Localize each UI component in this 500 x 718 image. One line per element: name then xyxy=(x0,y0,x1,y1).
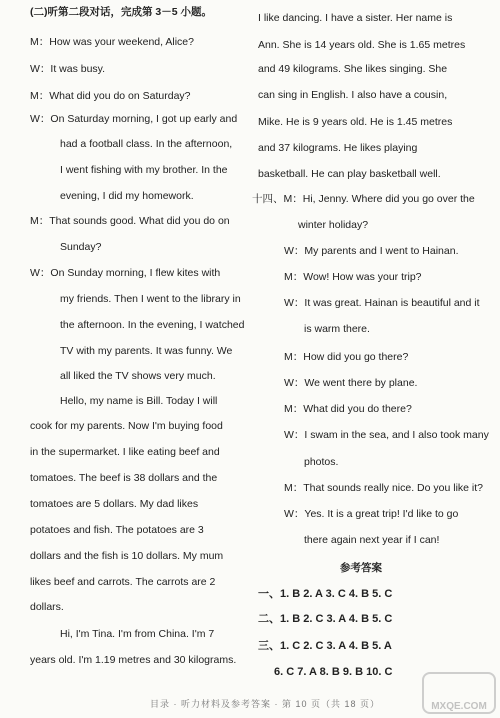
passage-line: years old. I'm 1.19 metres and 30 kilograms. xyxy=(30,654,237,666)
passage-line: Ann. She is 14 years old. She is 1.65 metres xyxy=(258,39,466,51)
answer-row: 一、1. B 2. A 3. C 4. B 5. C xyxy=(258,588,393,600)
passage-line: I like dancing. I have a sister. Her name is xyxy=(258,12,453,24)
dialogue-line: M：That sounds really nice. Do you like it? xyxy=(284,482,484,494)
dialogue-line: winter holiday? xyxy=(298,219,369,231)
section-heading: (二)听第二段对话，完成第 3－5 小题。 xyxy=(30,6,213,18)
passage-line: tomatoes. The beef is 38 dollars and the xyxy=(30,472,218,484)
passage-line: dollars. xyxy=(30,601,64,613)
dialogue-line: the afternoon. In the evening, I watched xyxy=(60,319,245,331)
dialogue-line: TV with my parents. It was funny. We xyxy=(60,345,233,357)
passage-line: basketball. He can play basketball well. xyxy=(258,168,441,180)
dialogue-line: my friends. Then I went to the library in xyxy=(60,293,241,305)
dialogue-line: W：It was busy. xyxy=(30,63,106,75)
dialogue-line: had a football class. In the afternoon, xyxy=(60,138,233,150)
passage-line: likes beef and carrots. The carrots are 2 xyxy=(30,576,216,588)
passage-line: in the supermarket. I like eating beef and xyxy=(30,446,220,458)
dialogue-line: is warm there. xyxy=(304,323,370,335)
dialogue-line: I went fishing with my brother. In the xyxy=(60,164,228,176)
passage-line: and 37 kilograms. He likes playing xyxy=(258,142,418,154)
dialogue-line: W：We went there by plane. xyxy=(284,377,418,389)
passage-line: Hello, my name is Bill. Today I will xyxy=(60,395,218,407)
answer-row: 三、1. C 2. C 3. A 4. B 5. A xyxy=(258,640,392,652)
dialogue-line: W：It was great. Hainan is beautiful and it xyxy=(284,297,480,309)
passage-line: Mike. He is 9 years old. He is 1.45 metres xyxy=(258,116,453,128)
answer-row: 6. C 7. A 8. B 9. B 10. C xyxy=(274,666,393,678)
dialogue-line: W：Yes. It is a great trip! I'd like to go xyxy=(284,508,459,520)
passage-line: tomatoes are 5 dollars. My dad likes xyxy=(30,498,199,510)
dialogue-line: there again next year if I can! xyxy=(304,534,440,546)
dialogue-line: W：I swam in the sea, and I also took many xyxy=(284,429,489,441)
passage-line: cook for my parents. Now I'm buying food xyxy=(30,420,223,432)
dialogue-line: evening, I did my homework. xyxy=(60,190,194,202)
dialogue-line: M：What did you do on Saturday? xyxy=(30,90,191,102)
dialogue-line: M：Wow! How was your trip? xyxy=(284,271,422,283)
dialogue-line: W：On Sunday morning, I flew kites with xyxy=(30,267,221,279)
answer-title: 参考答案 xyxy=(340,562,382,574)
dialogue-line: Sunday? xyxy=(60,241,102,253)
dialogue-line: photos. xyxy=(304,456,339,468)
dialogue-line: W：On Saturday morning, I got up early and xyxy=(30,113,238,125)
passage-line: can sing in English. I also have a cousin, xyxy=(258,89,448,101)
dialogue-line: 十四、M：Hi, Jenny. Where did you go over the xyxy=(252,193,475,205)
page-footer: 目录 · 听力材料及参考答案 · 第 10 页（共 18 页） xyxy=(150,699,381,709)
dialogue-line: all liked the TV shows very much. xyxy=(60,370,216,382)
passage-line: dollars and the fish is 10 dollars. My mum xyxy=(30,550,224,562)
passage-line: potatoes and fish. The potatoes are 3 xyxy=(30,524,204,536)
dialogue-line: M：How did you go there? xyxy=(284,351,409,363)
dialogue-line: W：My parents and I went to Hainan. xyxy=(284,245,459,257)
watermark-logo: MXQE.COM xyxy=(422,672,496,714)
answer-row: 二、1. B 2. C 3. A 4. B 5. C xyxy=(258,613,393,625)
dialogue-line: M：That sounds good. What did you do on xyxy=(30,215,230,227)
passage-line: and 49 kilograms. She likes singing. She xyxy=(258,63,448,75)
passage-line: Hi, I'm Tina. I'm from China. I'm 7 xyxy=(60,628,215,640)
dialogue-line: M：How was your weekend, Alice? xyxy=(30,36,194,48)
dialogue-line: M：What did you do there? xyxy=(284,403,412,415)
